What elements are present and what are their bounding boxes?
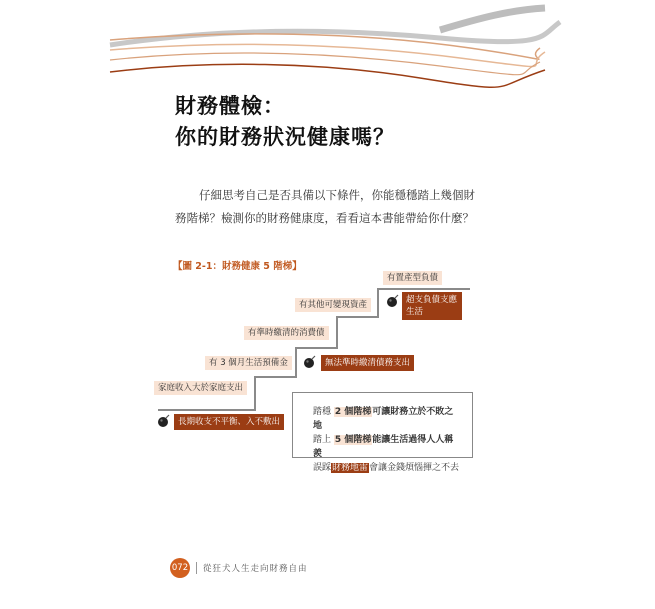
- intro-line-2: 務階梯？檢測你的財務健康度，看看這本書能帶給你什麼？: [175, 211, 474, 225]
- book-title: 從狂犬人生走向財務自由: [203, 564, 308, 574]
- note-box: 踏穩 2 個階梯可讓財務立於不敗之地 踏上 5 個階梯能讓生活過得人人稱羨 誤踩財務地雷會讓金錢煩惱揮之不去: [292, 392, 473, 458]
- page-footer: [170, 558, 308, 578]
- bomb-icon: [303, 355, 317, 369]
- step-1-label: 家庭收入大於家庭支出: [154, 381, 247, 395]
- footer-divider: [196, 562, 197, 574]
- bomb-icon: [157, 414, 171, 428]
- title-line-2: 你的財務狀況健康嗎？: [175, 124, 395, 149]
- risk-label-overspend: 超支負債支應生活: [402, 292, 462, 320]
- risk-label-debt: 無法準時繳清債務支出: [321, 355, 414, 371]
- risk-label-imbalance: 長期收支不平衡、入不敷出: [174, 414, 284, 430]
- intro-line-1: 仔細思考自己是否具備以下條件，你能穩穩踏上幾個財: [199, 188, 475, 202]
- step-2-label: 有 3 個月生活預備金: [205, 356, 292, 370]
- step-4-label: 有其他可變現資產: [295, 298, 371, 312]
- step-5-label: 有置產型負債: [383, 271, 442, 285]
- highlight-financial-mine: 財務地雷: [332, 463, 369, 473]
- title-line-1: 財務體檢：: [175, 93, 285, 118]
- page-number: 072: [170, 558, 190, 578]
- highlight-5-steps: 5 個階梯: [334, 435, 372, 445]
- figure-caption: 【圖 2-1：財務健康 5 階梯】: [173, 261, 302, 272]
- bomb-icon: [386, 294, 400, 308]
- step-3-label: 有準時繳清的消費債: [244, 326, 329, 340]
- highlight-2-steps: 2 個階梯: [334, 407, 372, 417]
